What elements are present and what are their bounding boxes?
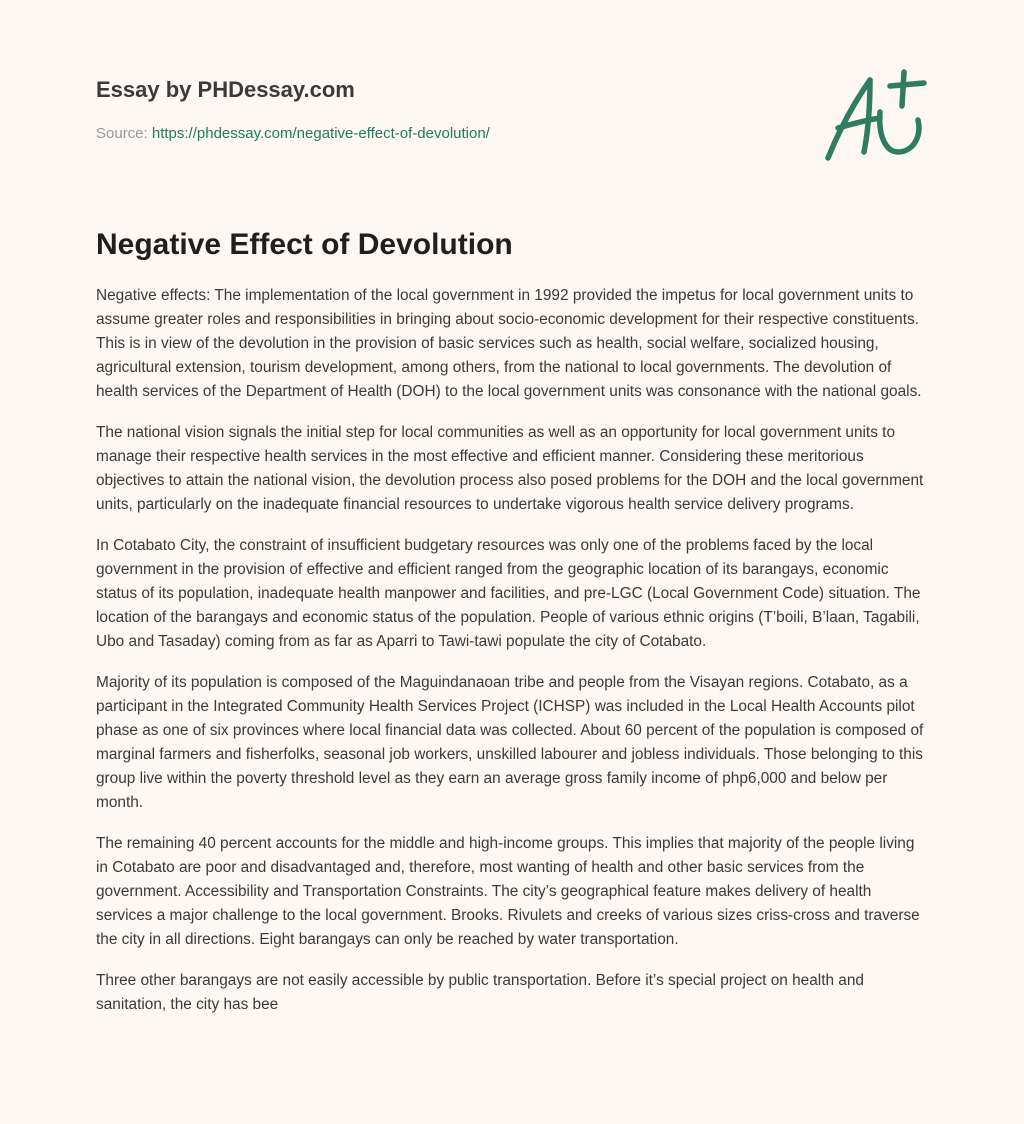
site-title: Essay by PHDessay.com — [96, 77, 355, 102]
page-header — [96, 76, 716, 144]
source-label: Source: — [96, 125, 148, 142]
essay-paragraph: Majority of its population is composed of the Maguindanaoan tribe and people from the Visayan regions. Cotabato, as a participant in the Integrated Community Health Services Project (ICHSP) was included in the Local Health Accounts pilot phase as one of six provinces where local financial data was collected. About 60 percent of the population is composed of marginal farmers and fisherfolks, seasonal job workers, unskilled labourer and jobless individuals. Those belonging to this group live within the poverty threshold level as they earn an average gross family income of php6,000 and below per month. — [96, 674, 924, 811]
essay-paragraph: In Cotabato City, the constraint of insufficient budgetary resources was only one of the problems faced by the local government in the provision of effective and efficient ranged from the geographic location of its barangays, economic status of its population, inadequate health manpower and facilities, and pre-LGC (Local Government Code) situation. The location of the barangays and economic status of the population. People of various ethnic origins (T’boili, B’laan, Tagabili, Ubo and Tasaday) coming from as far as Aparri to Tawi-tawi populate the city of Cotabato. — [96, 537, 921, 650]
source-line — [96, 124, 716, 144]
essay-paragraph: The remaining 40 percent accounts for the middle and high-income groups. This implies that majority of the people living in Cotabato are poor and disadvantaged and, therefore, most wanting of health and other basic services from the government. Accessibility and Transportation Constraints. The city’s geographical feature makes delivery of health services a major challenge to the local government. Brooks. Rivulets and creeks of various sizes criss-cross and traverse the city in all directions. Eight barangays can only be reached by water transportation. — [96, 835, 920, 948]
essay-paragraph: Negative effects: The implementation of the local government in 1992 provided the impetus for local government units to assume greater roles and responsibilities in bringing about socio-economic development for their respective constituents. This is in view of the devolution in the provision of basic services such as health, social welfare, socialized housing, agricultural extension, tourism development, among others, from the national to local governments. The devolution of health services of the Department of Health (DOH) to the local government units was consonance with the national goals. — [96, 287, 922, 400]
essay-title: Negative Effect of Devolution — [96, 228, 513, 261]
essay-paragraph: The national vision signals the initial step for local communities as well as an opportunity for local government units to manage their respective health services in the most effective and efficient manner. Considering these meritorious objectives to attain the national vision, the devolution process also posed problems for the DOH and the local government units, particularly on the inadequate financial resources to undertake vigorous health service delivery programs. — [96, 424, 924, 513]
essay-body — [96, 284, 930, 1034]
a-plus-logo-icon — [818, 66, 928, 166]
source-link[interactable]: https://phdessay.com/negative-effect-of-devolution/ — [151, 125, 490, 142]
essay-paragraph: Three other barangays are not easily accessible by public transportation. Before it’s special project on health and sanitation, the city has bee — [96, 972, 864, 1013]
